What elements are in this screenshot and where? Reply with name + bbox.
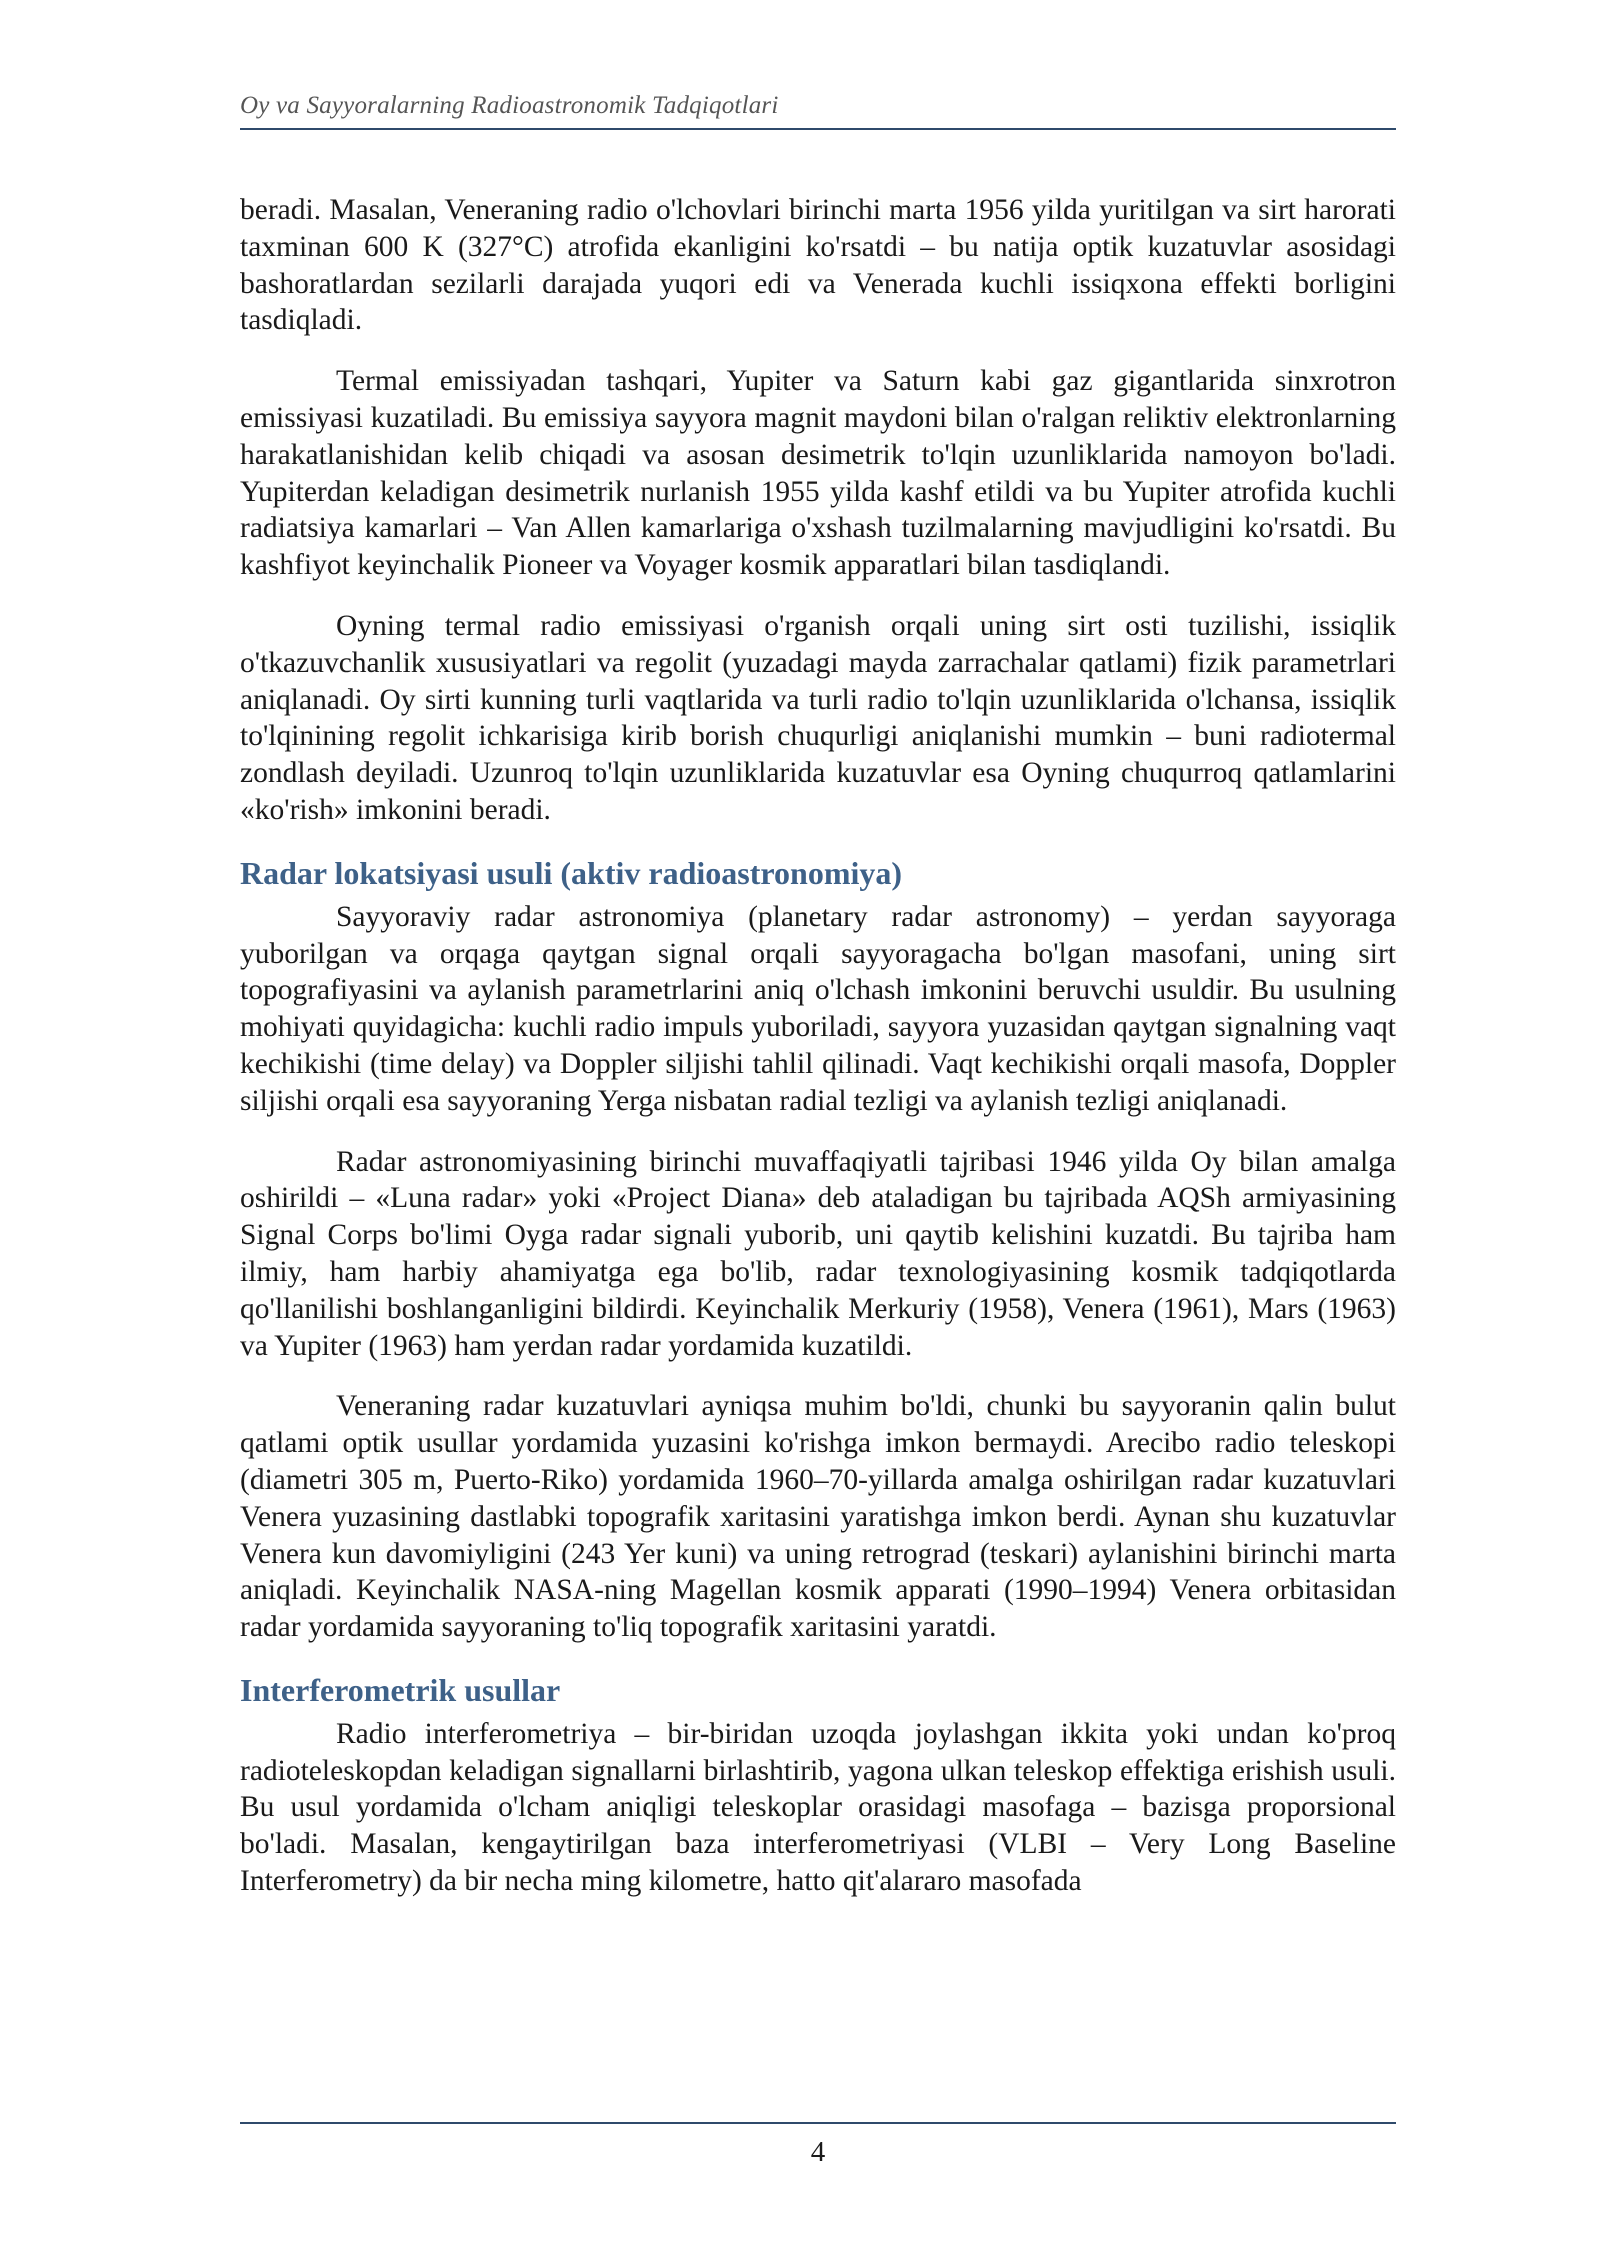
paragraph-6: Veneraning radar kuzatuvlari ayniqsa muhim bo'ldi, chunki bu sayyoranin qalin bulut qatlami optik usullar yordamida yuzasini ko'rishga imkon bermaydi. Arecibo radio teleskopi (diametri 305 m, Puerto-Riko) yordamida 1960–70-yillarda amalga oshirilgan radar kuzatuvlari Venera yuzasining dastlabki topografik xaritasini yaratishga imkon berdi. Aynan shu kuzatuvlar Venera kun davomiyligini (243 Yer kuni) va uning retrograd (teskari) aylanishini birinchi marta aniqladi. Keyinchalik NASA-ning Magellan kosmik apparati (1990–1994) Venera orbitasidan radar yordamida sayyoraning to'liq topografik xaritasini yaratdi.	[240, 1390, 1396, 1644]
document-page	[240, 0, 1396, 2262]
paragraph-2: Termal emissiyadan tashqari, Yupiter va Saturn kabi gaz gigantlarida sinxrotron emissiyasi kuzatiladi. Bu emissiya sayyora magnit maydoni bilan o'ralgan reliktiv elektronlarning harakatlanishidan kelib chiqadi va asosan desimetrik to'lqin uzunliklarida namoyon bo'ladi. Yupiterdan keladigan desimetrik nurlanish 1955 yilda kashf etildi va bu Yupiter atrofida kuchli radiatsiya kamarlari – Van Allen kamarlariga o'xshash tuzilmalarning mavjudligini ko'rsatdi. Bu kashfiyot keyinchalik Pioneer va Voyager kosmik apparatlari bilan tasdiqlandi.	[240, 365, 1396, 582]
paragraph-3: Oyning termal radio emissiyasi o'rganish orqali uning sirt osti tuzilishi, issiqlik o'tkazuvchanlik xususiyatlari va regolit (yuzadagi mayda zarrachalar qatlami) fizik parametrlari aniqlanadi. Oy sirti kunning turli vaqtlarida va turli radio to'lqin uzunliklarida o'lchansa, issiqlik to'lqinining regolit ichkarisiga kirib borish chuqurligi aniqlanishi mumkin – buni radiotermal zondlash deyiladi. Uzunroq to'lqin uzunliklarida kuzatuvlar esa Oyning chuqurroq qatlamlarini «ko'rish» imkonini beradi.	[240, 609, 1396, 826]
paragraph-1: beradi. Masalan, Veneraning radio o'lchovlari birinchi marta 1956 yilda yuritilgan va sirt harorati taxminan 600 K (327°C) atrofida ekanligini ko'rsatdi – bu natija optik kuzatuvlar asosidagi bashoratlardan sezilarli darajada yuqori edi va Venerada kuchli issiqxona effekti borligini tasdiqladi.	[240, 194, 1396, 337]
section-heading-interferometric: Interferometrik usullar	[240, 1671, 561, 1708]
section-heading-radar: Radar lokatsiyasi usuli (aktiv radioastronomiya)	[240, 854, 903, 891]
paragraph-5: Radar astronomiyasining birinchi muvaffaqiyatli tajribasi 1946 yilda Oy bilan amalga oshirildi – «Luna radar» yoki «Project Diana» deb ataladigan bu tajribada AQSh armiyasining Signal Corps bo'limi Oyga radar signali yuborib, uni qaytib kelishini kuzatdi. Bu tajriba ham ilmiy, ham harbiy ahamiyatga ega bo'lib, radar texnologiyasining kosmik tadqiqotlarda qo'llanilishi boshlanganligini bildirdi. Keyinchalik Merkuriy (1958), Venera (1961), Mars (1963) va Yupiter (1963) ham yerdan radar yordamida kuzatildi.	[240, 1145, 1396, 1362]
body-text	[240, 192, 1396, 1924]
page-number: 4	[810, 2136, 826, 2168]
running-header: Oy va Sayyoralarning Radioastronomik Tadqiqotlari	[240, 92, 779, 119]
footer-rule	[240, 2122, 1396, 2124]
header-rule	[240, 128, 1396, 130]
paragraph-4: Sayyoraviy radar astronomiya (planetary radar astronomy) – yerdan sayyoraga yuborilgan va orqaga qaytgan signal orqali sayyoragacha bo'lgan masofani, uning sirt topografiyasini va aylanish parametrlarini aniq o'lchash imkonini beruvchi usuldir. Bu usulning mohiyati quyidagicha: kuchli radio impuls yuboriladi, sayyora yuzasidan qaytgan signalning vaqt kechikishi (time delay) va Doppler siljishi tahlil qilinadi. Vaqt kechikishi orqali masofa, Doppler siljishi orqali esa sayyoraning Yerga nisbatan radial tezligi va aylanish tezligi aniqlanadi.	[240, 900, 1396, 1117]
paragraph-7: Radio interferometriya – bir-biridan uzoqda joylashgan ikkita yoki undan ko'proq radioteleskopdan keladigan signallarni birlashtirib, yagona ulkan teleskop effektiga erishish usuli. Bu usul yordamida o'lcham aniqligi teleskoplar orasidagi masofaga – bazisga proporsional bo'ladi. Masalan, kengaytirilgan baza interferometriyasi (VLBI – Very Long Baseline Interferometry) da bir necha ming kilometre, hatto qit'alararo masofada	[240, 1717, 1396, 1898]
